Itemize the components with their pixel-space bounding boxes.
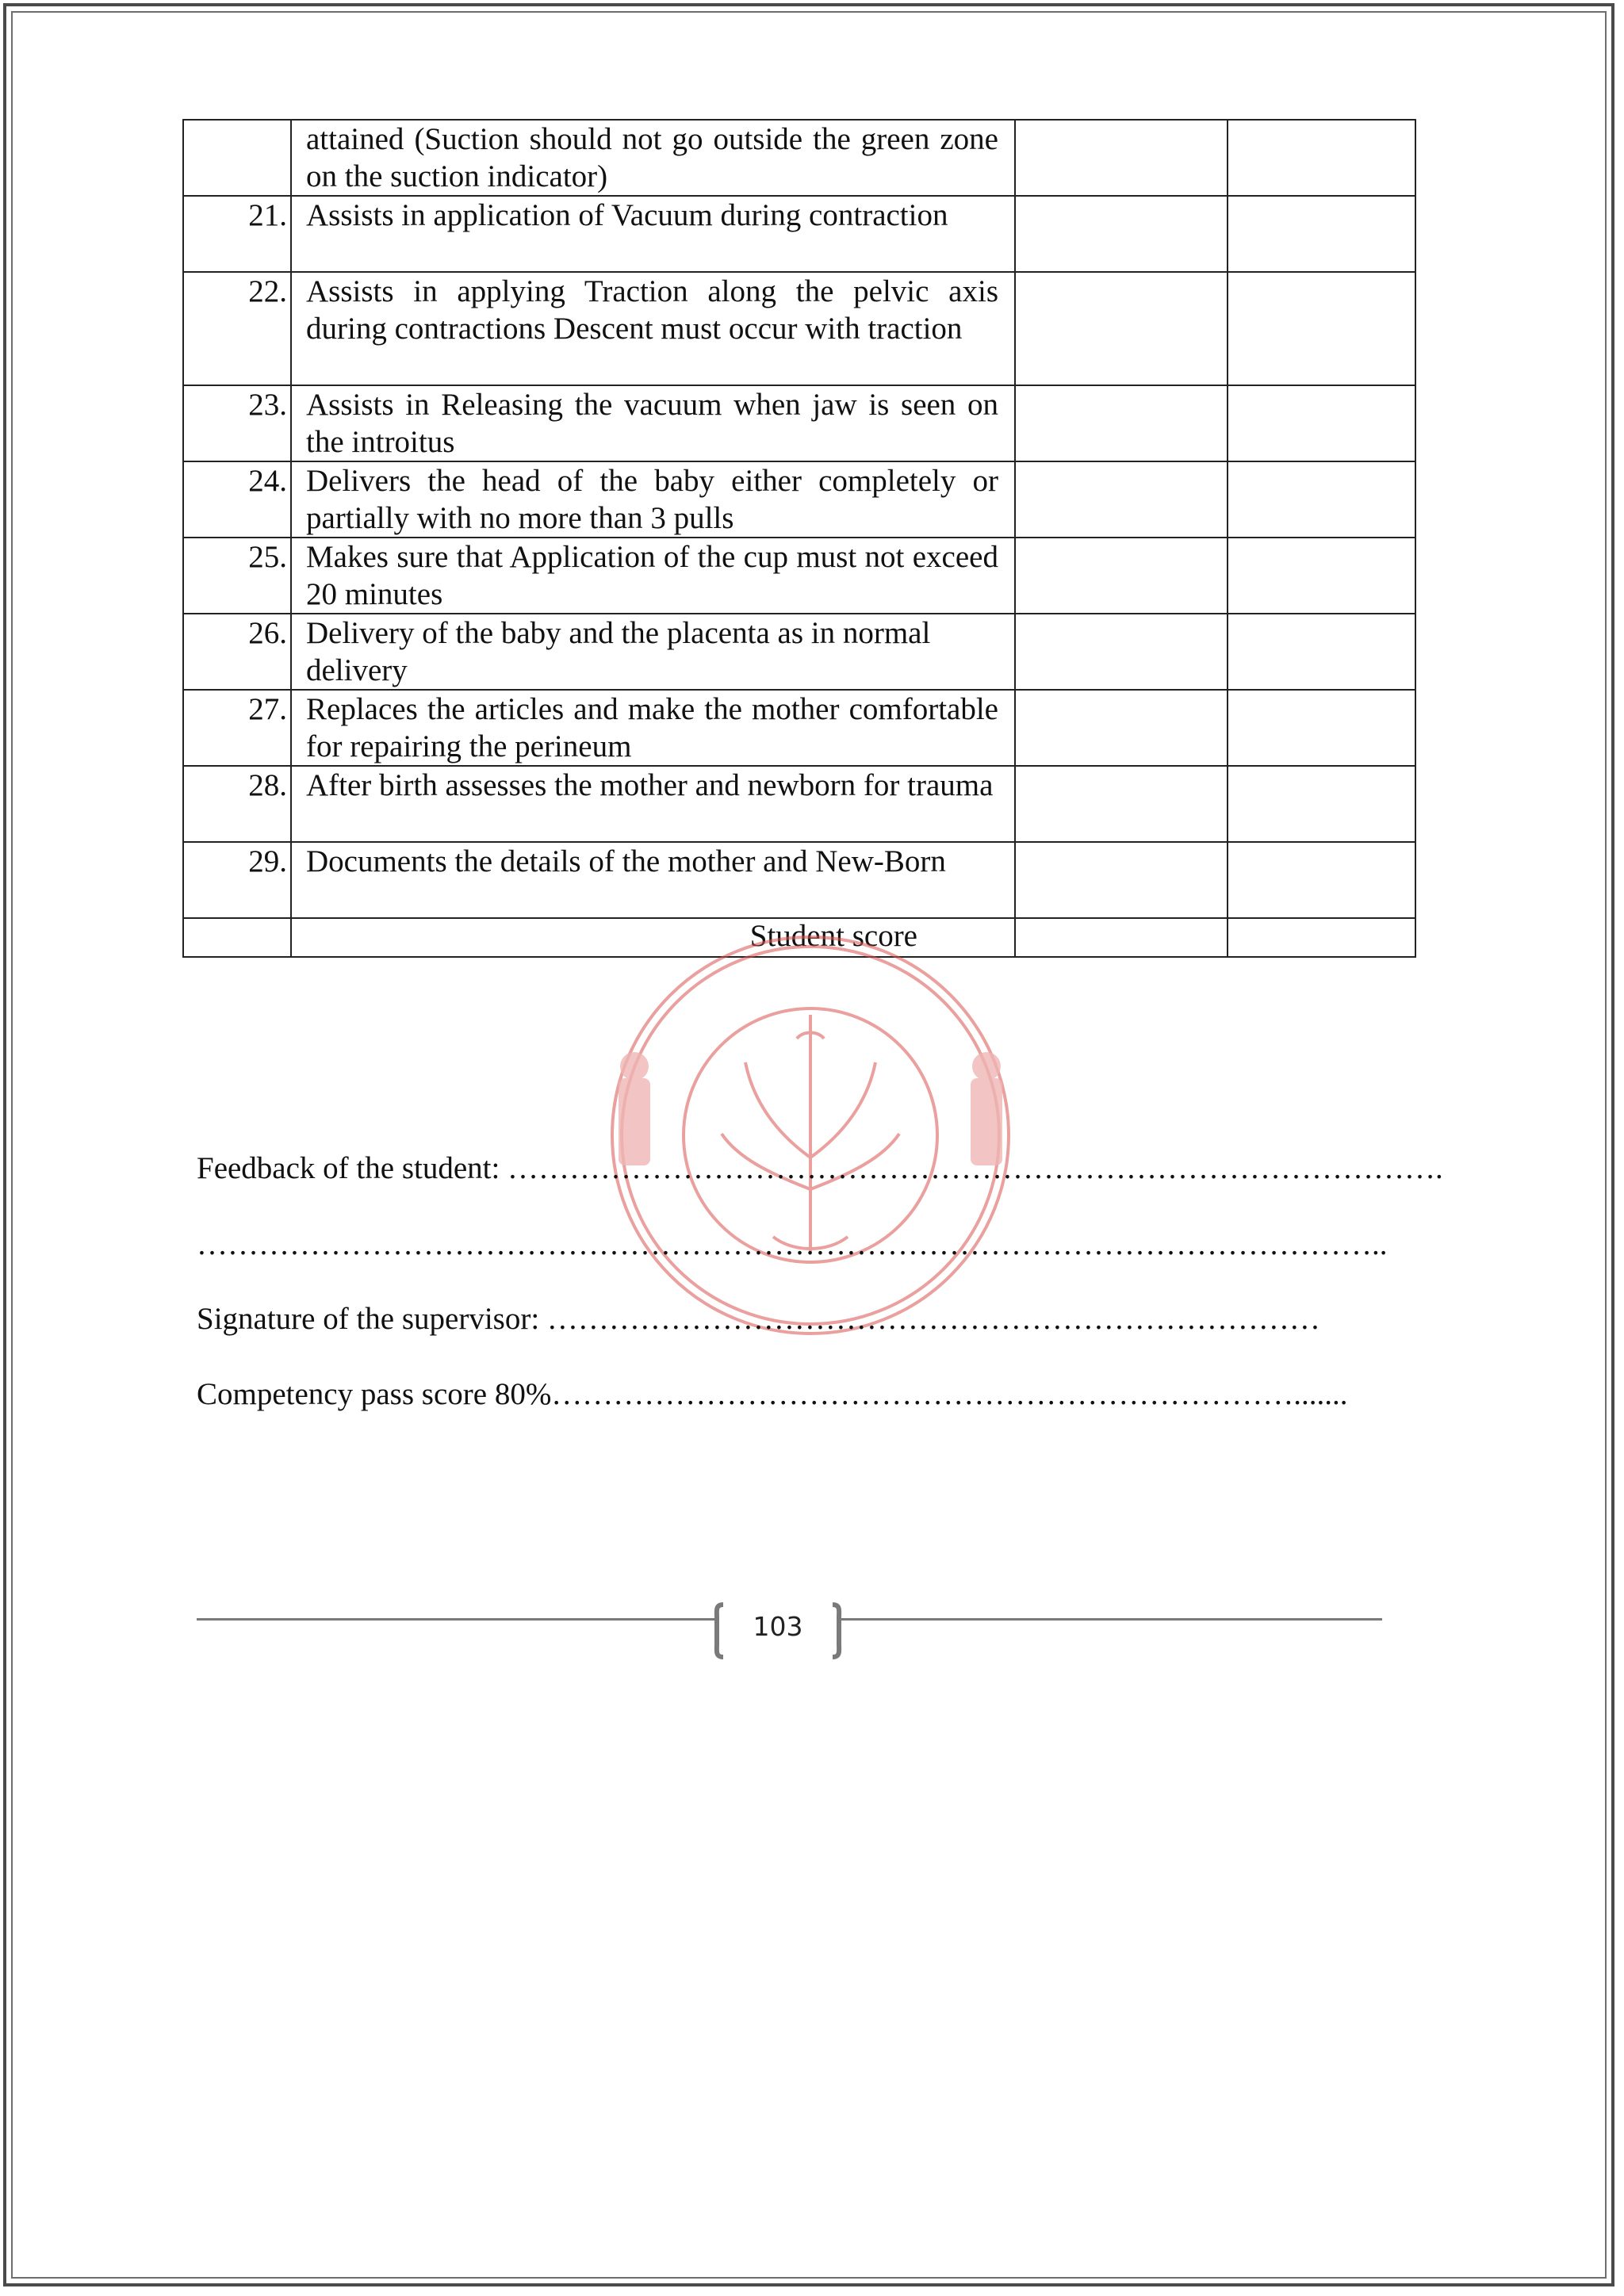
table-row — [183, 196, 1415, 272]
step-number: 29. — [183, 842, 291, 918]
step-number: 22. — [183, 272, 291, 385]
footer-rule-left — [197, 1618, 715, 1621]
step-number: 28. — [183, 766, 291, 842]
footer-rule-right — [841, 1618, 1382, 1621]
step-text: Assists in Releasing the vacuum when jaw is seen on the introitus — [291, 385, 1015, 461]
score-cell — [1228, 461, 1415, 538]
score-cell — [1228, 120, 1415, 196]
seal-watermark — [595, 920, 1026, 1348]
score-cell — [1228, 614, 1415, 690]
step-text: Delivers the head of the baby either completely or partially with no more than 3 pulls — [291, 461, 1015, 538]
table-row — [183, 538, 1415, 614]
step-number: 23. — [183, 385, 291, 461]
step-number: 26. — [183, 614, 291, 690]
score-row-number — [183, 918, 291, 957]
step-number: 27. — [183, 690, 291, 766]
step-text: Delivery of the baby and the placenta as in normal delivery — [291, 614, 1015, 690]
step-number: 24. — [183, 461, 291, 538]
score-cell — [1228, 196, 1415, 272]
score-cell — [1228, 690, 1415, 766]
step-number: 25. — [183, 538, 291, 614]
checklist-table — [182, 119, 1416, 958]
score-cell — [1015, 385, 1228, 461]
table-row — [183, 690, 1415, 766]
score-cell — [1015, 120, 1228, 196]
step-number: 21. — [183, 196, 291, 272]
table-row — [183, 272, 1415, 385]
step-text: attained (Suction should not go outside the green zone on the suction indicator) — [291, 120, 1015, 196]
score-cell — [1015, 614, 1228, 690]
score-cell — [1228, 385, 1415, 461]
table-row — [183, 614, 1415, 690]
step-text: Documents the details of the mother and New-Born — [291, 842, 1015, 918]
page-number: 103 — [753, 1611, 803, 1642]
page-number-box — [712, 1601, 844, 1660]
feedback-dots-line: …………………………………………………………………………………………………….. — [197, 1227, 1388, 1261]
step-number — [183, 120, 291, 196]
score-cell — [1228, 842, 1415, 918]
supervisor-signature-line: Signature of the supervisor: ………………………………………………………………… — [197, 1302, 1320, 1336]
score-cell — [1228, 272, 1415, 385]
competency-pass-score-line: Competency pass score 80%………………………………………………………………....... — [197, 1377, 1348, 1411]
step-text: Makes sure that Application of the cup must not exceed 20 minutes — [291, 538, 1015, 614]
step-text: Assists in application of Vacuum during contraction — [291, 196, 1015, 272]
score-cell — [1015, 272, 1228, 385]
score-cell — [1228, 918, 1415, 957]
step-text: Replaces the articles and make the mother comfortable for repairing the perineum — [291, 690, 1015, 766]
table-row — [183, 842, 1415, 918]
student-score-label: Student score — [291, 918, 1015, 957]
score-cell — [1015, 690, 1228, 766]
score-cell — [1228, 538, 1415, 614]
score-cell — [1228, 766, 1415, 842]
feedback-line: Feedback of the student: ………………………………………………………………………………. — [197, 1151, 1443, 1185]
score-cell — [1015, 538, 1228, 614]
table-row — [183, 385, 1415, 461]
step-text: After birth assesses the mother and newborn for trauma — [291, 766, 1015, 842]
table-row — [183, 120, 1415, 196]
score-cell — [1015, 461, 1228, 538]
table-row — [183, 766, 1415, 842]
score-cell — [1015, 842, 1228, 918]
score-cell — [1015, 196, 1228, 272]
score-cell — [1015, 766, 1228, 842]
score-cell — [1015, 918, 1228, 957]
step-text: Assists in applying Traction along the pelvic axis during contractions Descent must occur with traction — [291, 272, 1015, 385]
table-row — [183, 461, 1415, 538]
